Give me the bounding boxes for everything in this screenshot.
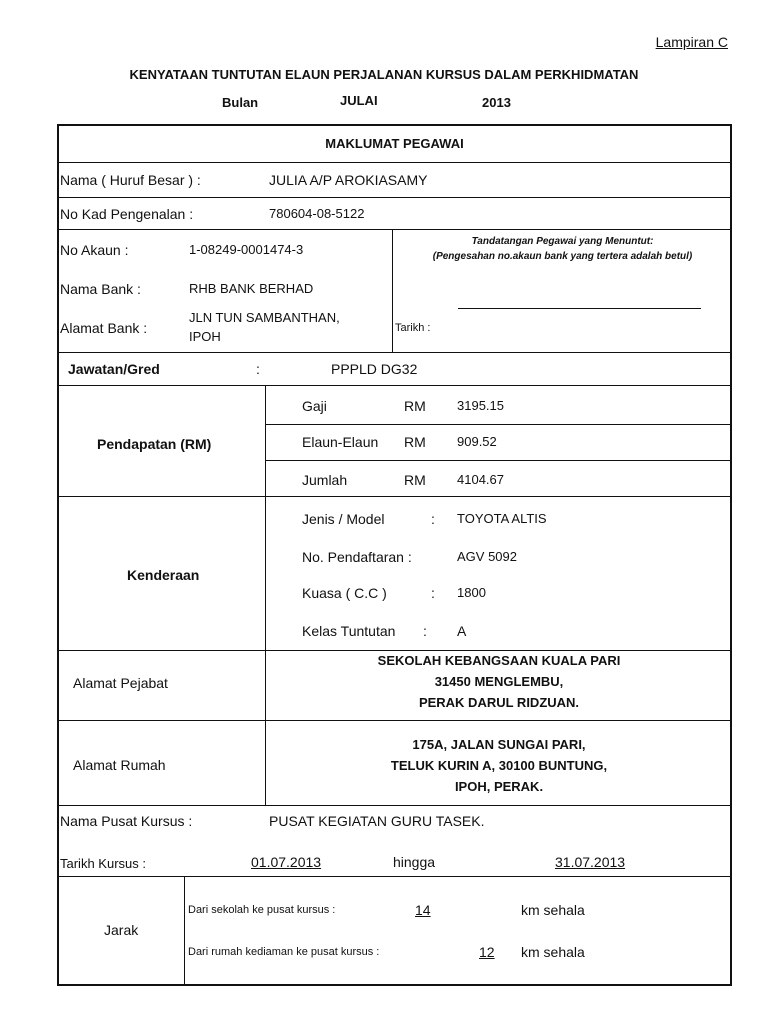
tandatangan-line2: (Pengesahan no.akaun bank yang tertera adalah betul): [432, 251, 693, 262]
tarikh-dari: 01.07.2013: [251, 854, 322, 870]
divider: [265, 460, 732, 461]
tarikh-hingga: 31.07.2013: [555, 854, 626, 870]
alamat-rumah-line3: IPOH, PERAK.: [454, 779, 544, 794]
kp-value: 780604-08-5122: [269, 206, 365, 221]
akaun-value: 1-08249-0001474-3: [189, 242, 304, 257]
akaun-label: No Akaun :: [60, 242, 129, 258]
tahun-value: 2013: [482, 95, 511, 110]
divider: [57, 805, 732, 806]
bulan-value: JULAI: [340, 93, 378, 108]
hingga-label: hingga: [393, 854, 436, 870]
divider: [57, 496, 732, 497]
document-title: KENYATAAN TUNTUTAN ELAUN PERJALANAN KURSUS DALAM PERKHIDMATAN: [129, 67, 639, 82]
bulan-label: Bulan: [222, 95, 259, 110]
jumlah-amount: 4104.67: [457, 472, 504, 487]
nama-value: JULIA A/P AROKIASAMY: [269, 172, 428, 188]
section-heading: MAKLUMAT PEGAWAI: [325, 136, 464, 151]
elaun-amount: 909.52: [457, 434, 497, 449]
lampiran-label: Lampiran C: [655, 34, 728, 50]
divider: [265, 424, 732, 425]
jawatan-value: PPPLD DG32: [331, 361, 418, 377]
jawatan-colon: :: [256, 361, 260, 377]
alamat-pejabat-line2: 31450 MENGLEMBU,: [434, 674, 564, 689]
kuasa-label: Kuasa ( C.C ): [302, 585, 387, 601]
jarak-rumah-label: Dari rumah kediaman ke pusat kursus :: [188, 946, 380, 958]
divider: [57, 650, 732, 651]
jumlah-label: Jumlah: [302, 472, 348, 488]
divider: [57, 162, 732, 163]
kenderaan-label: Kenderaan: [127, 567, 200, 583]
gaji-currency: RM: [404, 398, 426, 414]
alamat-pejabat-line3: PERAK DARUL RIDZUAN.: [418, 695, 580, 710]
pusat-kursus-value: PUSAT KEGIATAN GURU TASEK.: [269, 813, 485, 829]
jarak-sekolah-label: Dari sekolah ke pusat kursus :: [188, 904, 336, 916]
signature-line: [458, 308, 701, 309]
gaji-amount: 3195.15: [457, 398, 504, 413]
jenis-label: Jenis / Model: [302, 511, 385, 527]
jarak-rumah-value: 12: [479, 944, 495, 960]
kelas-value: A: [457, 623, 467, 639]
tarikh-label: Tarikh :: [395, 322, 431, 334]
nama-label: Nama ( Huruf Besar ) :: [60, 172, 201, 188]
alamat-bank-label: Alamat Bank :: [60, 320, 148, 336]
kp-label: No Kad Pengenalan :: [60, 206, 194, 222]
alamat-rumah-line2: TELUK KURIN A, 30100 BUNTUNG,: [390, 758, 608, 773]
jawatan-label: Jawatan/Gred: [68, 361, 160, 377]
elaun-currency: RM: [404, 434, 426, 450]
jenis-value: TOYOTA ALTIS: [457, 511, 547, 526]
tandatangan-line1: Tandatangan Pegawai yang Menuntut:: [471, 236, 654, 247]
pendapatan-label: Pendapatan (RM): [97, 436, 212, 452]
pusat-kursus-label: Nama Pusat Kursus :: [60, 813, 193, 829]
alamat-bank-line1: JLN TUN SAMBANTHAN,: [189, 310, 340, 325]
jarak-sekolah-value: 14: [415, 902, 431, 918]
alamat-pejabat-line1: SEKOLAH KEBANGSAAN KUALA PARI: [377, 653, 621, 668]
jarak-sekolah-unit: km sehala: [521, 902, 585, 918]
divider: [57, 229, 732, 230]
gaji-label: Gaji: [302, 398, 327, 414]
divider: [57, 197, 732, 198]
divider: [57, 385, 732, 386]
divider: [57, 876, 732, 877]
divider: [57, 720, 732, 721]
jenis-sep: :: [431, 511, 435, 527]
alamat-rumah-label: Alamat Rumah: [73, 757, 166, 773]
kelas-sep: :: [423, 623, 427, 639]
divider: [57, 352, 732, 353]
jumlah-currency: RM: [404, 472, 426, 488]
jarak-label: Jarak: [104, 922, 139, 938]
kuasa-sep: :: [431, 585, 435, 601]
tarikh-kursus-label: Tarikh Kursus :: [60, 856, 146, 871]
alamat-rumah-line1: 175A, JALAN SUNGAI PARI,: [412, 737, 586, 752]
bank-value: RHB BANK BERHAD: [189, 281, 314, 296]
jarak-rumah-unit: km sehala: [521, 944, 585, 960]
bank-label: Nama Bank :: [60, 281, 141, 297]
alamat-pejabat-label: Alamat Pejabat: [73, 675, 168, 691]
alamat-bank-line2: IPOH: [189, 329, 221, 344]
pendaftaran-value: AGV 5092: [457, 549, 517, 564]
divider: [184, 876, 185, 986]
elaun-label: Elaun-Elaun: [302, 434, 379, 450]
pendaftaran-label: No. Pendaftaran :: [302, 549, 412, 565]
kelas-label: Kelas Tuntutan: [302, 623, 396, 639]
kuasa-value: 1800: [457, 585, 486, 600]
divider: [392, 229, 393, 352]
